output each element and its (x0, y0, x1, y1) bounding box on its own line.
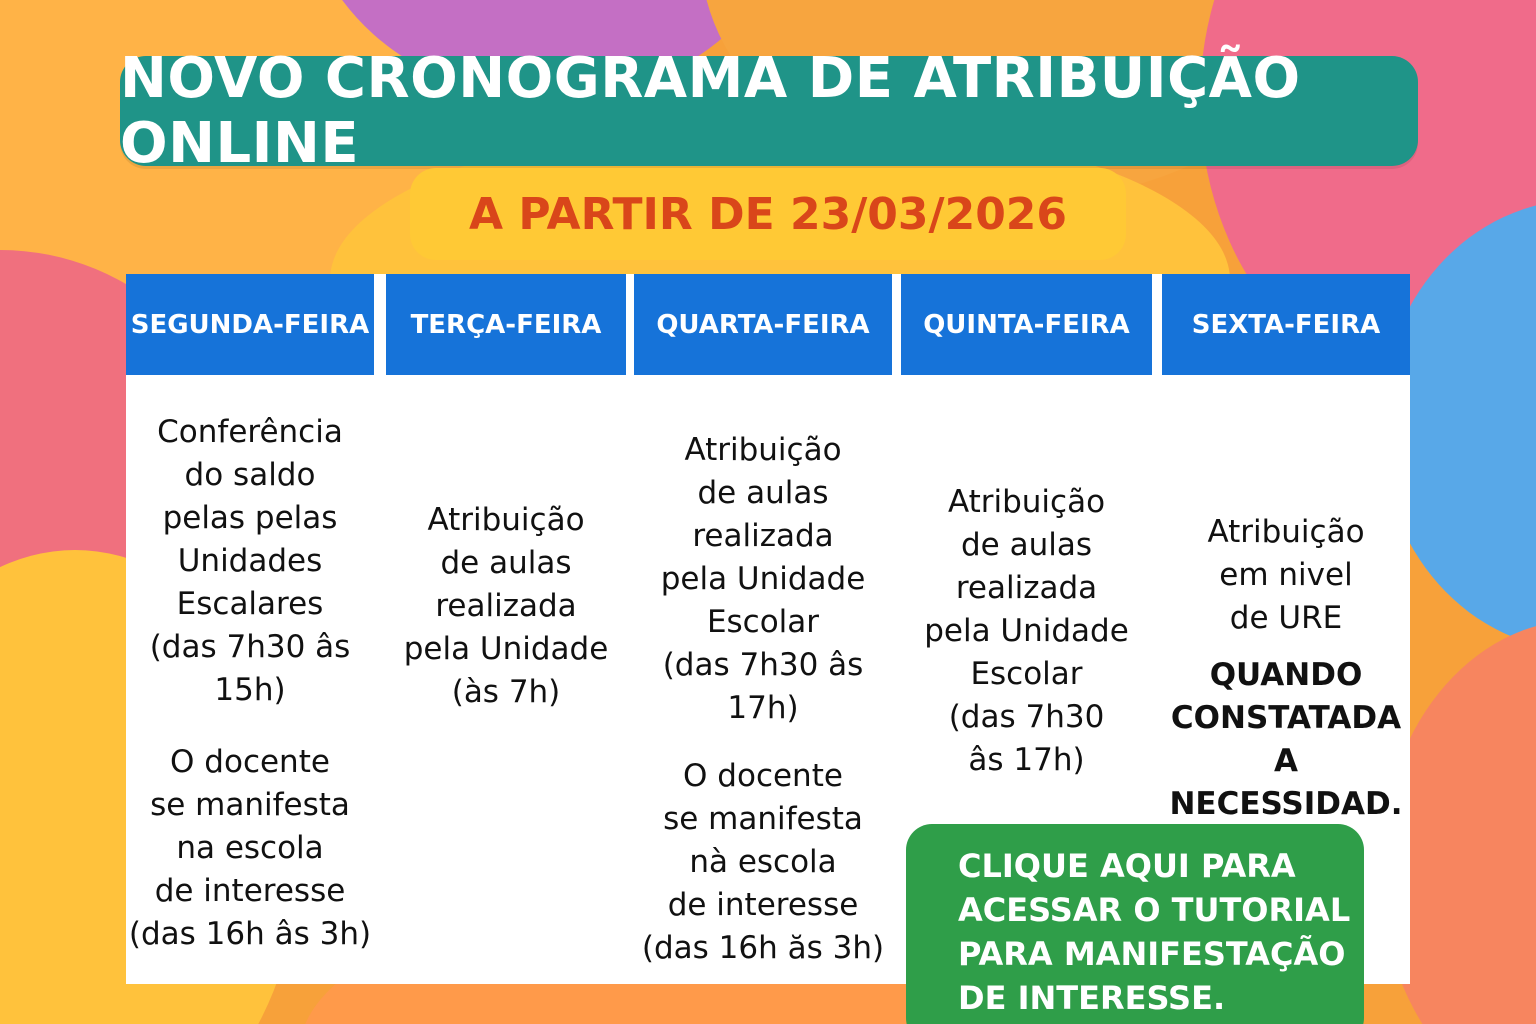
day-activity-note: QUANDO CONSTATADA A NECESSIDAD. (1169, 657, 1403, 822)
day-activity: Atribuição de aulas realizada pela Unidade Escolar (das 7h30 âs 17h) (924, 484, 1129, 778)
cta-line: DE INTERESSE. (958, 979, 1226, 1017)
day-activity: Atribuição em nivel de URE (1207, 514, 1365, 636)
cta-line: PARA MANIFESTAÇÃO (958, 935, 1346, 973)
day-header: SEGUNDA-FEIRA (126, 274, 374, 375)
day-header: SEXTA-FEIRA (1162, 274, 1410, 375)
cta-line: CLIQUE AQUI PARA (958, 847, 1296, 885)
page-title: NOVO CRONOGRAMA DE ATRIBUIÇÃO ONLINE (120, 56, 1418, 166)
day-activity: O docente se manifesta na escola de interesse (das 16h âs 3h) (128, 744, 372, 952)
page-subtitle: A PARTIR DE 23/03/2026 (410, 168, 1126, 260)
column-quarta (634, 274, 892, 984)
cta-line: ACESSAR O TUTORIAL (958, 891, 1351, 929)
day-header: TERÇA-FEIRA (386, 274, 626, 375)
day-activity: Atribuição de aulas realizada pela Unidade Escolar (das 7h30 âs 17h) (660, 432, 866, 726)
day-activity: Atribuição de aulas realizada pela Unidade (às 7h) (403, 502, 609, 710)
day-header: QUINTA-FEIRA (901, 274, 1152, 375)
day-header: QUARTA-FEIRA (634, 274, 892, 375)
tutorial-link-button[interactable] (906, 824, 1364, 1024)
day-activity: O docente se manifesta nà escola de interesse (das 16h ăs 3h) (641, 758, 885, 966)
day-activity: Conferência do saldo pelas pelas Unidades Escalares (das 7h30 âs 15h) (149, 414, 351, 708)
column-segunda (126, 274, 374, 984)
column-terca (386, 274, 626, 984)
